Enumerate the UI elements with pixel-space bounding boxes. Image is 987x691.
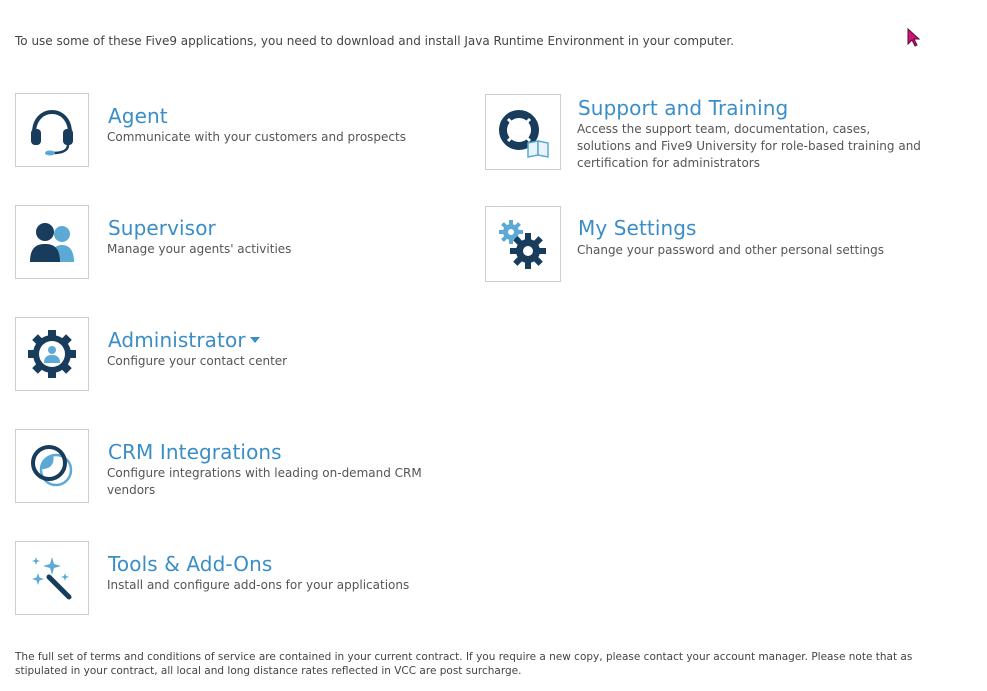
mouse-cursor-icon: [906, 28, 920, 48]
admin-gear-icon: [25, 327, 79, 381]
gears-icon: [494, 215, 552, 273]
agent-tile[interactable]: [15, 93, 89, 167]
app-supervisor: [15, 205, 455, 281]
agent-link[interactable]: Agent: [108, 104, 168, 128]
java-notice: To use some of these Five9 applications, you need to download and install Java Runtime Environment in your computer.: [15, 34, 735, 48]
tools-tile[interactable]: [15, 541, 89, 615]
tools-addons-link[interactable]: Tools & Add-Ons: [108, 552, 273, 576]
crm-circles-icon: [25, 439, 79, 493]
lifebuoy-book-icon: [494, 103, 552, 161]
administrator-tile[interactable]: [15, 317, 89, 391]
chevron-down-icon[interactable]: [250, 337, 260, 343]
support-training-description: Access the support team, documentation, cases, solutions and Five9 University for role-based training and certification for administrators: [577, 122, 921, 170]
administrator-label[interactable]: Administrator: [108, 328, 246, 352]
headset-icon: [25, 103, 79, 157]
magic-wand-icon: [25, 551, 79, 605]
supervisor-description: Manage your agents' activities: [107, 242, 292, 256]
crm-tile[interactable]: [15, 429, 89, 503]
app-agent: [15, 93, 455, 169]
supervisor-link[interactable]: Supervisor: [108, 216, 216, 240]
my-settings-description: Change your password and other personal settings: [577, 243, 885, 257]
support-tile[interactable]: [485, 94, 561, 170]
crm-integrations-link[interactable]: CRM Integrations: [108, 440, 282, 464]
support-training-link[interactable]: Support and Training: [578, 96, 789, 120]
users-icon: [24, 214, 80, 270]
settings-tile[interactable]: [485, 206, 561, 282]
administrator-description: Configure your contact center: [107, 354, 288, 368]
app-crm-integrations: [15, 429, 455, 505]
app-my-settings: [485, 206, 935, 282]
tools-addons-description: Install and configure add-ons for your applications: [107, 578, 410, 592]
administrator-link[interactable]: [108, 328, 260, 352]
app-tools-addons: [15, 541, 455, 617]
terms-footer: The full set of terms and conditions of service are contained in your current contract. If you require a new copy, please contact your account manager. Please note that as stipulated in your contract, all local and long distance rates reflected in VCC are post surcharge.: [15, 651, 913, 677]
my-settings-link[interactable]: My Settings: [578, 216, 697, 240]
agent-description: Communicate with your customers and prospects: [107, 130, 406, 144]
crm-integrations-description: Configure integrations with leading on-demand CRM vendors: [107, 466, 422, 497]
app-administrator: [15, 317, 455, 393]
supervisor-tile[interactable]: [15, 205, 89, 279]
app-support-training: [485, 94, 935, 174]
